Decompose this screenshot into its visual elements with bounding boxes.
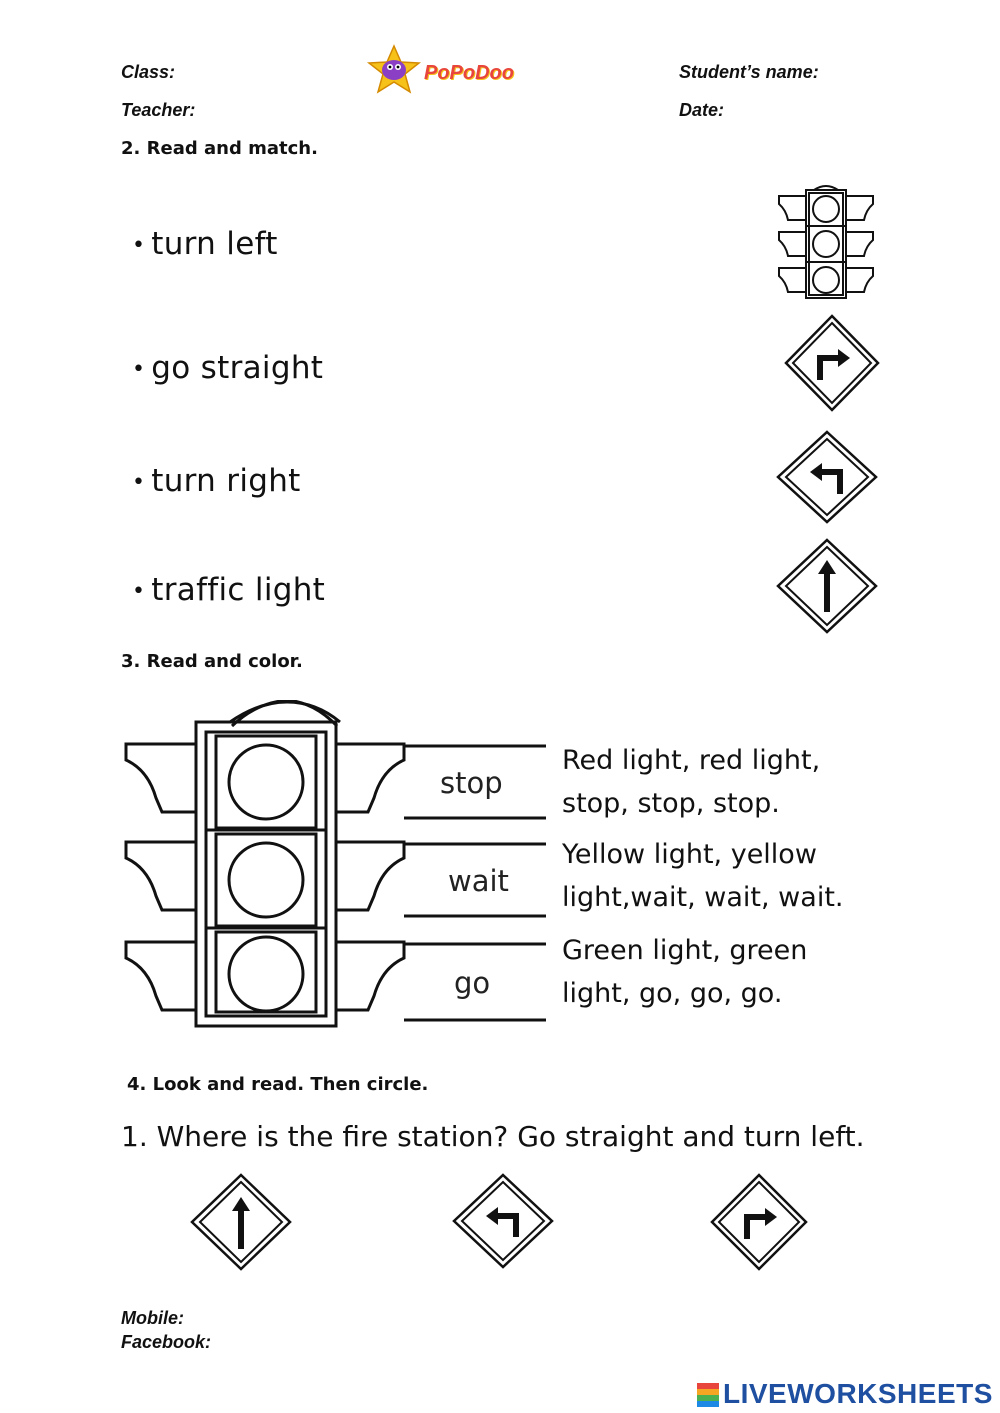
match-item xyxy=(132,463,301,499)
match-item xyxy=(132,226,278,262)
match-item-label: traffic light xyxy=(151,572,326,608)
match-item-label: go straight xyxy=(151,350,324,386)
option-go-straight-sign-icon[interactable] xyxy=(190,1173,292,1271)
traffic-light-icon[interactable] xyxy=(776,182,876,300)
class-label: Class: xyxy=(121,62,176,82)
student-name-label: Student’s name: xyxy=(679,62,819,82)
facebook-label: Facebook: xyxy=(121,1332,212,1352)
liveworksheets-brand[interactable] xyxy=(697,1378,997,1410)
match-item xyxy=(132,350,323,386)
section-4-title: 4. Look and read. Then circle. xyxy=(127,1074,429,1095)
turn-left-sign-icon[interactable] xyxy=(776,430,878,524)
bullet: • xyxy=(132,470,146,495)
match-item-label: turn right xyxy=(151,463,301,499)
match-item-label: turn left xyxy=(151,226,278,262)
logo xyxy=(364,42,540,102)
option-turn-left-sign-icon[interactable] xyxy=(452,1173,554,1269)
brand-name: LIVEWORKSHEETS xyxy=(723,1378,993,1409)
section-2-title: 2. Read and match. xyxy=(121,138,318,159)
song-verse-green: Green light, green light, go, go, go. xyxy=(562,935,808,1009)
light-word-stop: stop xyxy=(440,766,503,800)
question-1: 1. Where is the fire station? Go straight and turn left. xyxy=(121,1120,865,1153)
bullet: • xyxy=(132,579,146,604)
go-straight-sign-icon[interactable] xyxy=(776,538,878,634)
turn-right-sign-icon[interactable] xyxy=(784,314,880,412)
mobile-label: Mobile: xyxy=(121,1308,184,1328)
logo-text: PoPoDoo xyxy=(424,62,514,84)
song-verse-yellow: Yellow light, yellow light,wait, wait, wait. xyxy=(562,839,844,913)
song-verse-red: Red light, red light, stop, stop, stop. xyxy=(562,745,821,819)
bullet: • xyxy=(132,233,146,258)
light-word-go: go xyxy=(454,966,491,1000)
option-turn-right-sign-icon[interactable] xyxy=(710,1173,808,1271)
date-label: Date: xyxy=(679,100,725,120)
match-item xyxy=(132,572,325,608)
teacher-label: Teacher: xyxy=(121,100,196,120)
brand-badge-icon xyxy=(697,1383,719,1407)
bullet: • xyxy=(132,357,146,382)
section-3-title: 3. Read and color. xyxy=(121,651,303,672)
light-word-wait: wait xyxy=(448,864,509,898)
